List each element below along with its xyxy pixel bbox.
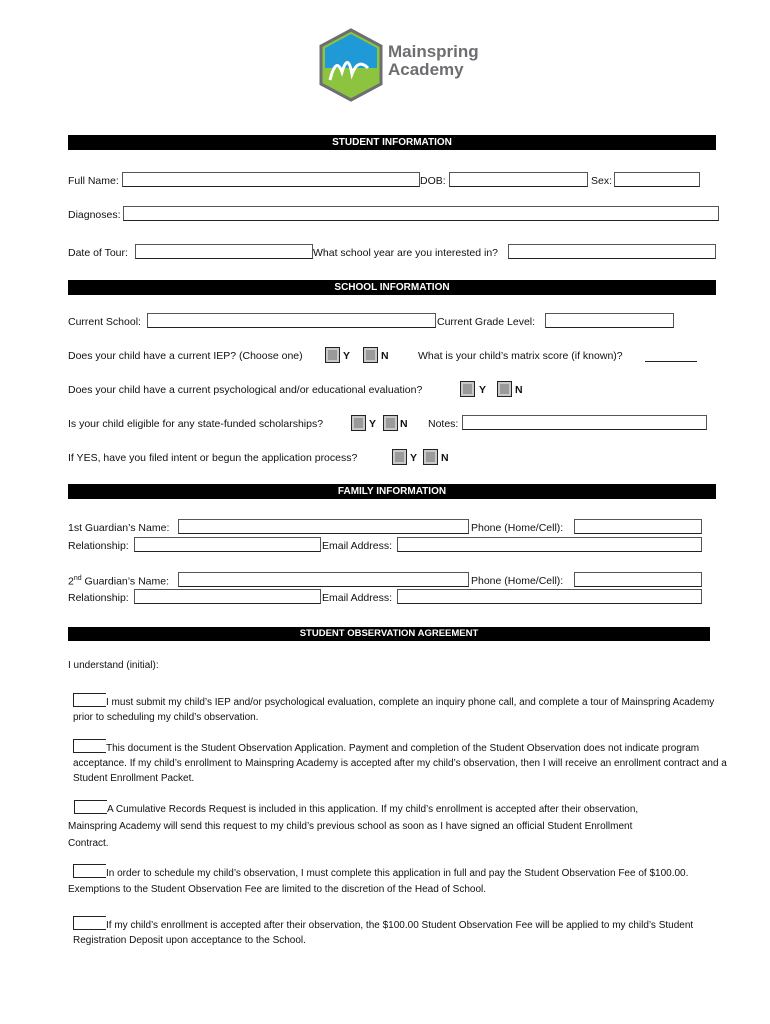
mainspring-logo-icon xyxy=(318,28,384,102)
guardian1-email-field[interactable] xyxy=(397,537,702,552)
iep-no-label: N xyxy=(381,350,389,362)
logo-text-line1: Mainspring xyxy=(388,42,479,61)
school-year-field[interactable] xyxy=(508,244,716,259)
agreement-intro: I understand (initial): xyxy=(68,660,159,671)
guardian1-relationship-label: Relationship: xyxy=(68,540,129,552)
intent-question: If YES, have you filed intent or begun the application process? xyxy=(68,452,358,464)
section-header-student: STUDENT INFORMATION xyxy=(68,135,716,150)
initial-box-1[interactable] xyxy=(73,693,106,707)
initial-box-5[interactable] xyxy=(73,916,106,930)
guardian2-email-label: Email Address: xyxy=(322,592,393,604)
section-header-school: SCHOOL INFORMATION xyxy=(68,280,716,295)
notes-field[interactable] xyxy=(462,415,707,430)
scholarship-yes-checkbox[interactable] xyxy=(351,415,366,431)
section-header-agreement: STUDENT OBSERVATION AGREEMENT xyxy=(68,627,710,641)
guardian1-relationship-field[interactable] xyxy=(134,537,321,552)
date-of-tour-field[interactable] xyxy=(135,244,313,259)
agreement-item-4: In order to schedule my child’s observation, I must complete this application in full and pay the Student Observation Fee of $100.00. Exemptions to the Student Observation Fee are limited to the discretion of the Head of School. xyxy=(68,864,708,898)
date-of-tour-label: Date of Tour: xyxy=(68,247,128,259)
guardian1-phone-label: Phone (Home/Cell): xyxy=(471,522,564,534)
sex-field[interactable] xyxy=(614,172,700,187)
full-name-label: Full Name: xyxy=(68,175,119,187)
iep-yes-checkbox[interactable] xyxy=(325,347,340,363)
agreement-item-3: A Cumulative Records Request is included in this application. If my child’s enrollment is accepted after their observation, Mainspring Academy will send this request to my child’s previous school as soon as I have signed an official Student Enrollment Contract. xyxy=(68,800,658,852)
guardian2-phone-field[interactable] xyxy=(574,572,702,587)
guardian1-name-label: 1st Guardian’s Name: xyxy=(68,522,170,534)
guardian1-email-label: Email Address: xyxy=(322,540,393,552)
guardian1-name-field[interactable] xyxy=(178,519,469,534)
current-school-label: Current School: xyxy=(68,316,141,328)
logo-text-line2: Academy xyxy=(388,60,464,79)
guardian2-name-label: 2nd Guardian’s Name: xyxy=(68,575,169,588)
initial-box-2[interactable] xyxy=(73,739,106,753)
agreement-item-1: I must submit my child’s IEP and/or psychological evaluation, complete an inquiry phone call, and complete a tour of Mainspring Academy prior to scheduling my child’s observation. xyxy=(73,693,733,725)
guardian2-name-field[interactable] xyxy=(178,572,469,587)
intent-yes-label: Y xyxy=(410,452,418,464)
logo xyxy=(318,28,478,102)
dob-label: DOB: xyxy=(420,175,446,187)
iep-yes-label: Y xyxy=(343,350,351,362)
agreement-item-5: If my child’s enrollment is accepted after their observation, the $100.00 Student Observation Fee will be applied to my child’s Student Registration Deposit upon acceptance to the School. xyxy=(73,916,703,948)
scholarship-yes-label: Y xyxy=(369,418,377,430)
scholarship-no-checkbox[interactable] xyxy=(383,415,398,431)
initial-box-4[interactable] xyxy=(73,864,106,878)
diagnoses-field[interactable] xyxy=(123,206,719,221)
current-grade-label: Current Grade Level: xyxy=(437,316,536,328)
current-school-field[interactable] xyxy=(147,313,436,328)
agreement-item-2: This document is the Student Observation Application. Payment and completion of the Student Observation does not indicate program acceptance. If my child’s enrollment to Mainspring Academy is accepted after my child’s observation, then I will receive an enrollment contract and a Student Enrollment Packet. xyxy=(73,739,739,786)
eval-question: Does your child have a current psychological and/or educational evaluation? xyxy=(68,384,423,396)
dob-field[interactable] xyxy=(449,172,588,187)
eval-no-label: N xyxy=(515,384,523,396)
iep-question: Does your child have a current IEP? (Choose one) xyxy=(68,350,303,362)
current-grade-field[interactable] xyxy=(545,313,674,328)
notes-label: Notes: xyxy=(428,418,459,430)
section-header-family: FAMILY INFORMATION xyxy=(68,484,716,499)
intent-yes-checkbox[interactable] xyxy=(392,449,407,465)
matrix-question: What is your child’s matrix score (if known)? xyxy=(418,350,623,362)
initial-box-3[interactable] xyxy=(74,800,107,814)
guardian1-phone-field[interactable] xyxy=(574,519,702,534)
eval-yes-checkbox[interactable] xyxy=(460,381,475,397)
matrix-score-field[interactable] xyxy=(645,361,697,362)
intent-no-label: N xyxy=(441,452,449,464)
full-name-field[interactable] xyxy=(122,172,420,187)
eval-yes-label: Y xyxy=(479,384,487,396)
guardian2-email-field[interactable] xyxy=(397,589,702,604)
eval-no-checkbox[interactable] xyxy=(497,381,512,397)
school-year-label: What school year are you interested in? xyxy=(313,247,499,259)
guardian2-relationship-field[interactable] xyxy=(134,589,321,604)
intent-no-checkbox[interactable] xyxy=(423,449,438,465)
diagnoses-label: Diagnoses: xyxy=(68,209,121,221)
scholarship-no-label: N xyxy=(400,418,408,430)
sex-label: Sex: xyxy=(591,175,613,187)
iep-no-checkbox[interactable] xyxy=(363,347,378,363)
guardian2-phone-label: Phone (Home/Cell): xyxy=(471,575,564,587)
guardian2-relationship-label: Relationship: xyxy=(68,592,129,604)
scholarship-question: Is your child eligible for any state-funded scholarships? xyxy=(68,418,324,430)
